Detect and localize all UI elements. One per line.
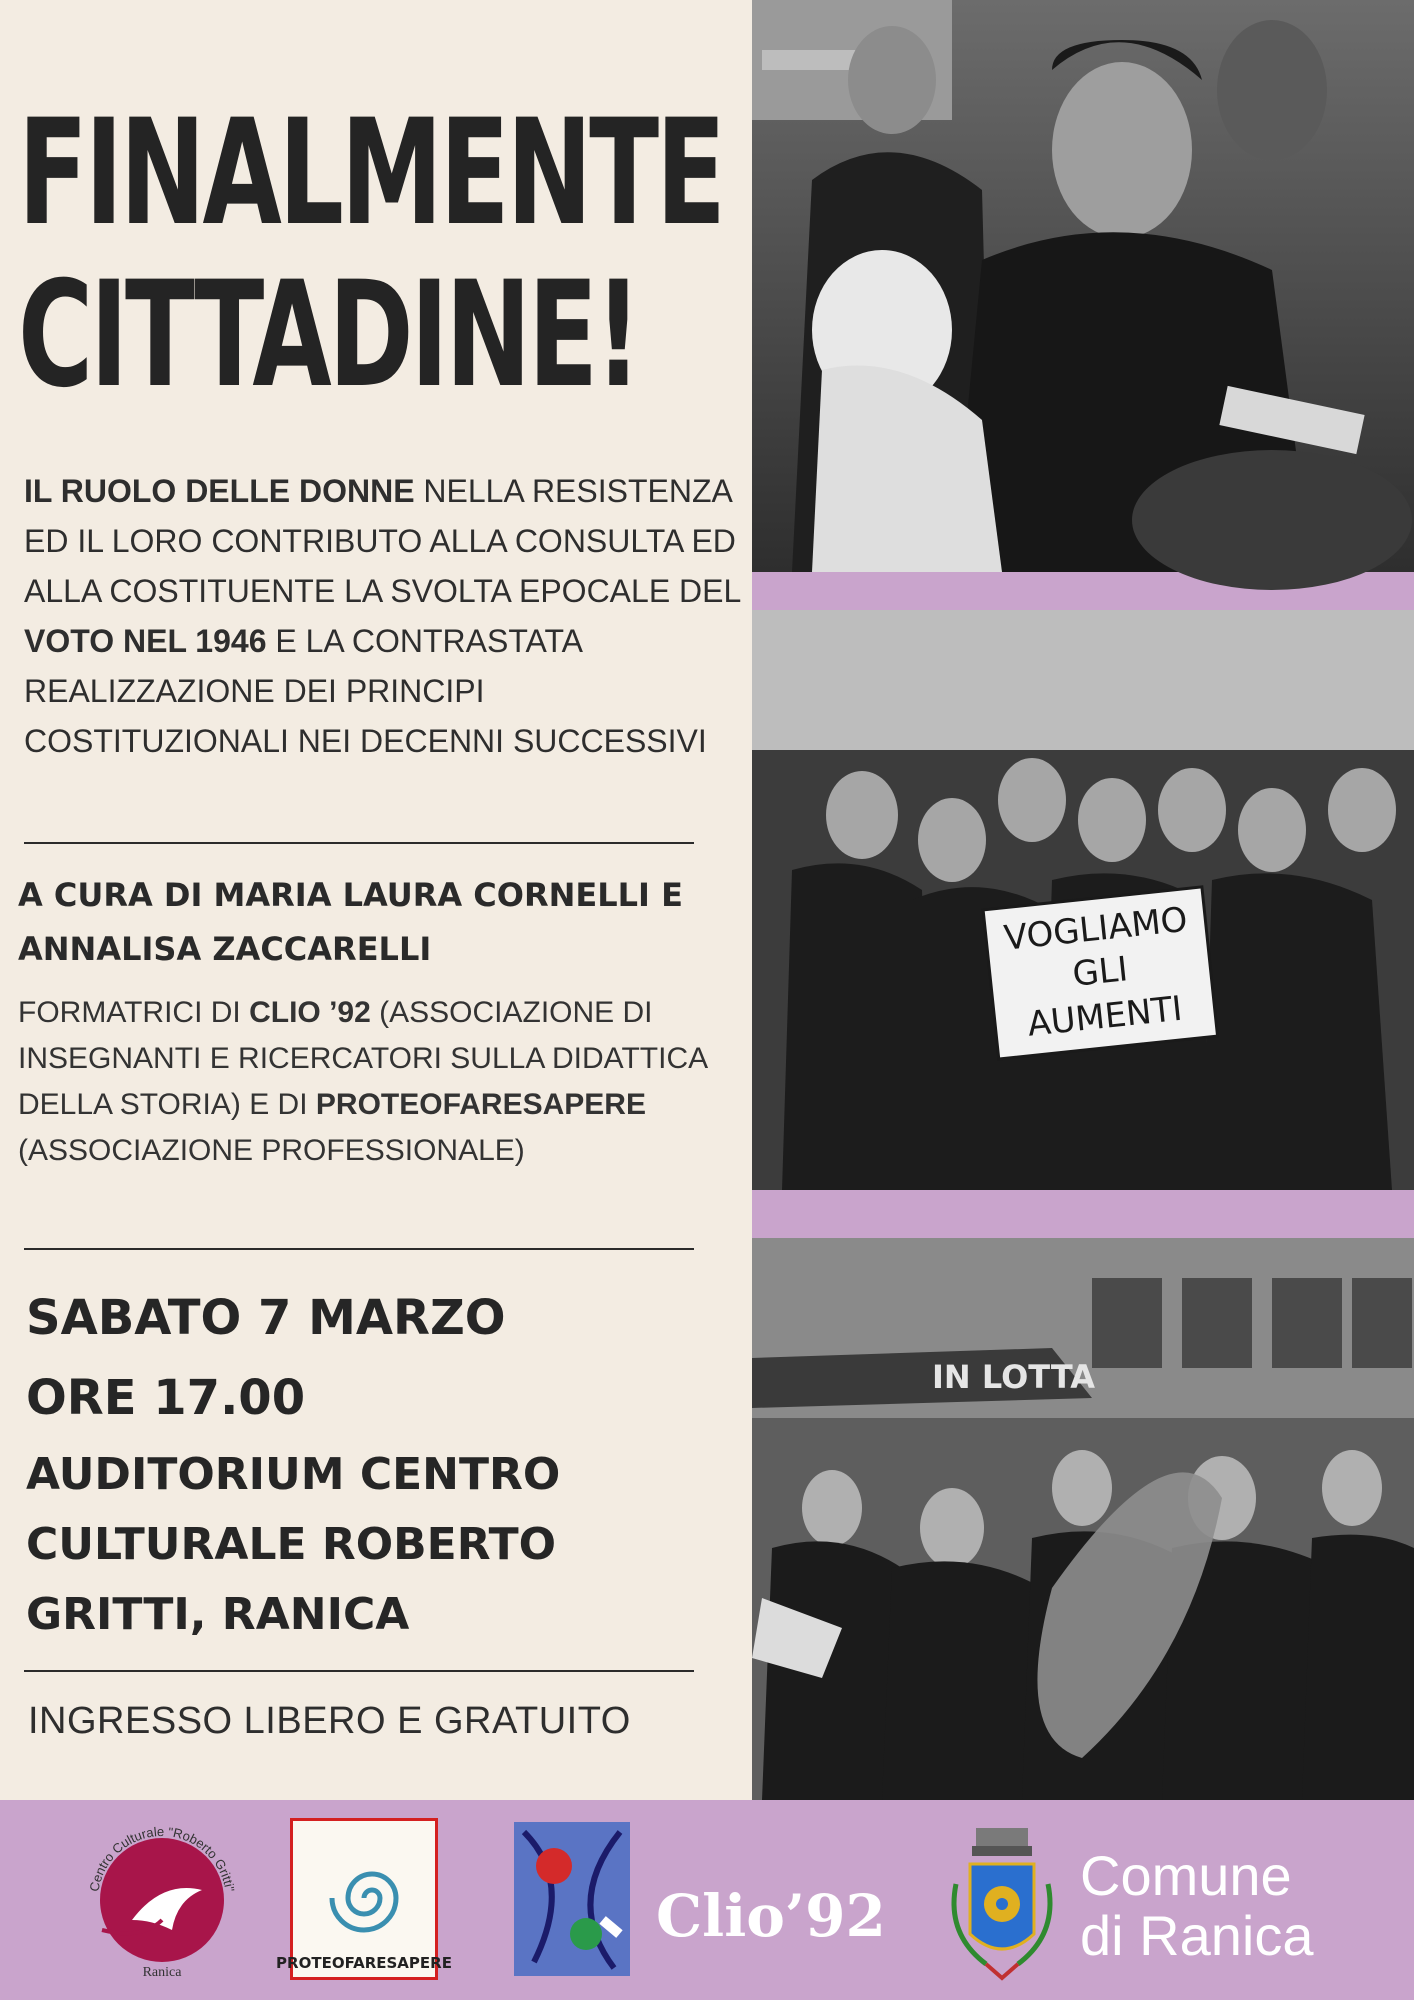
sign-line-3: AUMENTI [1025, 988, 1185, 1045]
proteo-logo-text: PROTEOFARESAPERE [276, 1954, 452, 1972]
curators-heading: A CURA DI MARIA LAURA CORNELLI E ANNALISA ZACCARELLI [18, 876, 683, 968]
curators-description [18, 990, 738, 1174]
proteofaresapere-logo [276, 1818, 452, 1980]
event-time: ORE 17.00 [26, 1370, 306, 1426]
curators-desc-e: (ASSOCIAZIONE PROFESSIONALE) [18, 1134, 525, 1167]
comune-line-1: Comune [1080, 1844, 1292, 1907]
entry-note: INGRESSO LIBERO E GRATUITO [28, 1700, 631, 1742]
intro-bold-1: IL RUOLO DELLE DONNE [24, 473, 415, 509]
comune-ranica-text [1080, 1846, 1313, 1966]
event-date: SABATO 7 MARZO [26, 1290, 506, 1346]
sign-line-2: GLI [1070, 949, 1130, 995]
clio92-logo-text: Clio’92 [656, 1882, 886, 1950]
comune-line-2: di Ranica [1080, 1904, 1314, 1967]
event-date-block [26, 1278, 726, 1438]
photo-protest-march [752, 1238, 1414, 1800]
centro-logo-text: Centro Culturale "Roberto Gritti" [86, 1823, 238, 1893]
event-place: AUDITORIUM CENTRO CULTURALE ROBERTO GRITTI, RANICA [26, 1449, 561, 1640]
photo-women-sign [752, 610, 1414, 1190]
comune-ranica-crest [946, 1824, 1058, 1982]
curators-desc-proteo: PROTEOFARESAPERE [315, 1088, 646, 1121]
intro-text-2: NELLA RESISTENZA ED IL LORO CONTRIBUTO ALLA CONSULTA ED ALLA COSTITUENTE LA SVOLTA EPOCALE DEL [24, 473, 741, 609]
curators-desc-c: (ASSOCIAZIONE DI INSEGNANTI E RICERCATORI SULLA DIDATTICA DELLA STORIA) E DI [18, 996, 707, 1121]
curators-desc-clio: CLIO ’92 [249, 996, 371, 1029]
photo-woman-voting [752, 0, 1414, 572]
clio92-logo-icon [514, 1822, 630, 1976]
intro-text [24, 466, 744, 766]
page-title [18, 88, 723, 420]
sign-line-1: VOGLIAMO [1002, 899, 1190, 959]
centro-culturale-logo [82, 1820, 242, 1980]
intro-bold-2: VOTO NEL 1946 [24, 623, 267, 659]
title-line-1: FINALMENTE [18, 88, 723, 258]
curators-desc-a: FORMATRICI DI [18, 996, 250, 1029]
intro-text-3: E LA CONTRASTATA REALIZZAZIONE DEI PRINCIPI COSTITUZIONALI NEI DECENNI SUCCESSIVI [24, 623, 707, 759]
divider-2 [24, 1248, 694, 1250]
divider-3 [24, 1670, 694, 1672]
title-line-2: CITTADINE! [18, 250, 639, 420]
divider-1 [24, 842, 694, 844]
banner-text: IN LOTTA [932, 1358, 1095, 1396]
centro-logo-sub: Ranica [142, 1965, 182, 1980]
